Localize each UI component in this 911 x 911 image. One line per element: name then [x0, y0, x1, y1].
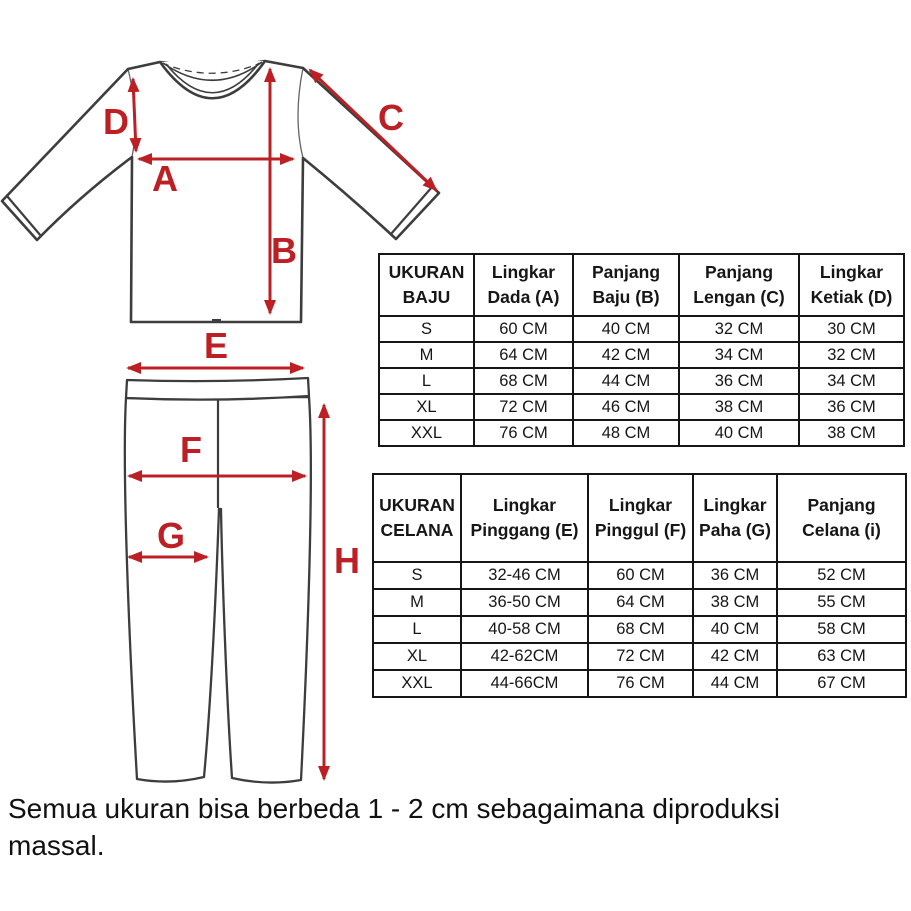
header-line: Baju (B) [592, 287, 660, 307]
table-cell: 40-58 CM [461, 616, 588, 643]
header-line: Panjang [591, 262, 661, 282]
header-line: Lengan (C) [693, 287, 785, 307]
table-cell: 64 CM [588, 589, 693, 616]
table-cell: 42 CM [693, 643, 777, 670]
measurement-label-f: F [180, 429, 202, 470]
header-line: Celana (i) [802, 520, 881, 540]
size-cell: XL [379, 394, 474, 420]
size-cell: XL [373, 643, 461, 670]
header-line: Panjang [807, 495, 876, 515]
table-row-s [373, 562, 906, 589]
table-cell: 36 CM [799, 394, 904, 420]
table-cell: 60 CM [588, 562, 693, 589]
table-cell: 68 CM [474, 368, 573, 394]
table-row-xl [373, 643, 906, 670]
size-cell: S [379, 316, 474, 342]
table-cell: 44 CM [573, 368, 679, 394]
header-line: Paha (G) [699, 520, 771, 540]
shirt-table-header-row [379, 254, 904, 316]
size-cell: XXL [379, 420, 474, 446]
table-cell: 30 CM [799, 316, 904, 342]
table-cell: 32 CM [799, 342, 904, 368]
column-header-lingkar-pinggul [588, 474, 693, 562]
table-row-l [373, 616, 906, 643]
table-cell: 60 CM [474, 316, 573, 342]
measurement-label-c: C [378, 97, 404, 138]
table-cell: 34 CM [679, 342, 799, 368]
column-header-lingkar-pinggang [461, 474, 588, 562]
table-cell: 55 CM [777, 589, 906, 616]
table-cell: 52 CM [777, 562, 906, 589]
table-cell: 76 CM [474, 420, 573, 446]
table-cell: 67 CM [777, 670, 906, 697]
measurement-label-b: B [271, 230, 297, 271]
column-header-panjang-lengan [679, 254, 799, 316]
column-header-ukuran-baju [379, 254, 474, 316]
column-header-panjang-baju [573, 254, 679, 316]
header-line: Lingkar [819, 262, 884, 282]
header-line: Lingkar [491, 262, 556, 282]
column-header-ukuran-celana [373, 474, 461, 562]
table-cell: 44 CM [693, 670, 777, 697]
size-cell: L [379, 368, 474, 394]
table-cell: 68 CM [588, 616, 693, 643]
column-header-panjang-celana [777, 474, 906, 562]
table-row-s [379, 316, 904, 342]
measurement-label-e: E [203, 325, 229, 366]
table-cell: 63 CM [777, 643, 906, 670]
header-line: BAJU [402, 287, 451, 307]
table-cell: 72 CM [474, 394, 573, 420]
size-cell: L [373, 616, 461, 643]
table-cell: 34 CM [799, 368, 904, 394]
header-line: Lingkar [608, 495, 673, 515]
table-cell: 36-50 CM [461, 589, 588, 616]
table-cell: 32 CM [679, 316, 799, 342]
shirt-size-table [378, 253, 905, 447]
table-cell: 48 CM [573, 420, 679, 446]
column-header-lingkar-dada [474, 254, 573, 316]
header-line: Lingkar [492, 495, 557, 515]
table-row-m [379, 342, 904, 368]
table-cell: 40 CM [679, 420, 799, 446]
header-line: Dada (A) [487, 287, 560, 307]
measurement-label-g: G [156, 515, 186, 556]
table-cell: 38 CM [693, 589, 777, 616]
table-cell: 42-62CM [461, 643, 588, 670]
pants-waistband [126, 378, 309, 400]
table-row-l [379, 368, 904, 394]
table-cell: 38 CM [799, 420, 904, 446]
table-cell: 36 CM [679, 368, 799, 394]
pants-size-table [372, 473, 907, 698]
header-line: Ketiak (D) [810, 287, 893, 307]
table-cell: 76 CM [588, 670, 693, 697]
measurement-label-a: A [152, 158, 178, 199]
table-row-xxl [373, 670, 906, 697]
pants-table-header-row [373, 474, 906, 562]
table-row-xl [379, 394, 904, 420]
header-line: UKURAN [388, 262, 465, 282]
measurement-label-d: D [103, 101, 129, 142]
size-cell: S [373, 562, 461, 589]
table-cell: 36 CM [693, 562, 777, 589]
table-cell: 40 CM [573, 316, 679, 342]
shirt-outline [2, 61, 439, 322]
size-cell: M [379, 342, 474, 368]
header-line: Pinggul (F) [594, 520, 687, 540]
header-line: UKURAN [379, 495, 455, 515]
table-cell: 42 CM [573, 342, 679, 368]
table-cell: 46 CM [573, 394, 679, 420]
table-cell: 38 CM [679, 394, 799, 420]
table-row-xxl [379, 420, 904, 446]
table-cell: 44-66CM [461, 670, 588, 697]
column-header-lingkar-paha [693, 474, 777, 562]
table-cell: 64 CM [474, 342, 573, 368]
table-cell: 32-46 CM [461, 562, 588, 589]
header-line: Pinggang (E) [470, 520, 579, 540]
measurement-label-h: H [334, 540, 360, 581]
disclaimer-text: Semua ukuran bisa berbeda 1 - 2 cm sebagaimana diproduksi massal. [8, 793, 781, 861]
table-cell: 40 CM [693, 616, 777, 643]
size-cell: XXL [373, 670, 461, 697]
size-cell: M [373, 589, 461, 616]
table-row-m [373, 589, 906, 616]
header-line: Lingkar [703, 495, 767, 515]
table-cell: 72 CM [588, 643, 693, 670]
table-cell: 58 CM [777, 616, 906, 643]
column-header-lingkar-ketiak [799, 254, 904, 316]
header-line: Panjang [704, 262, 774, 282]
header-line: CELANA [380, 520, 454, 540]
